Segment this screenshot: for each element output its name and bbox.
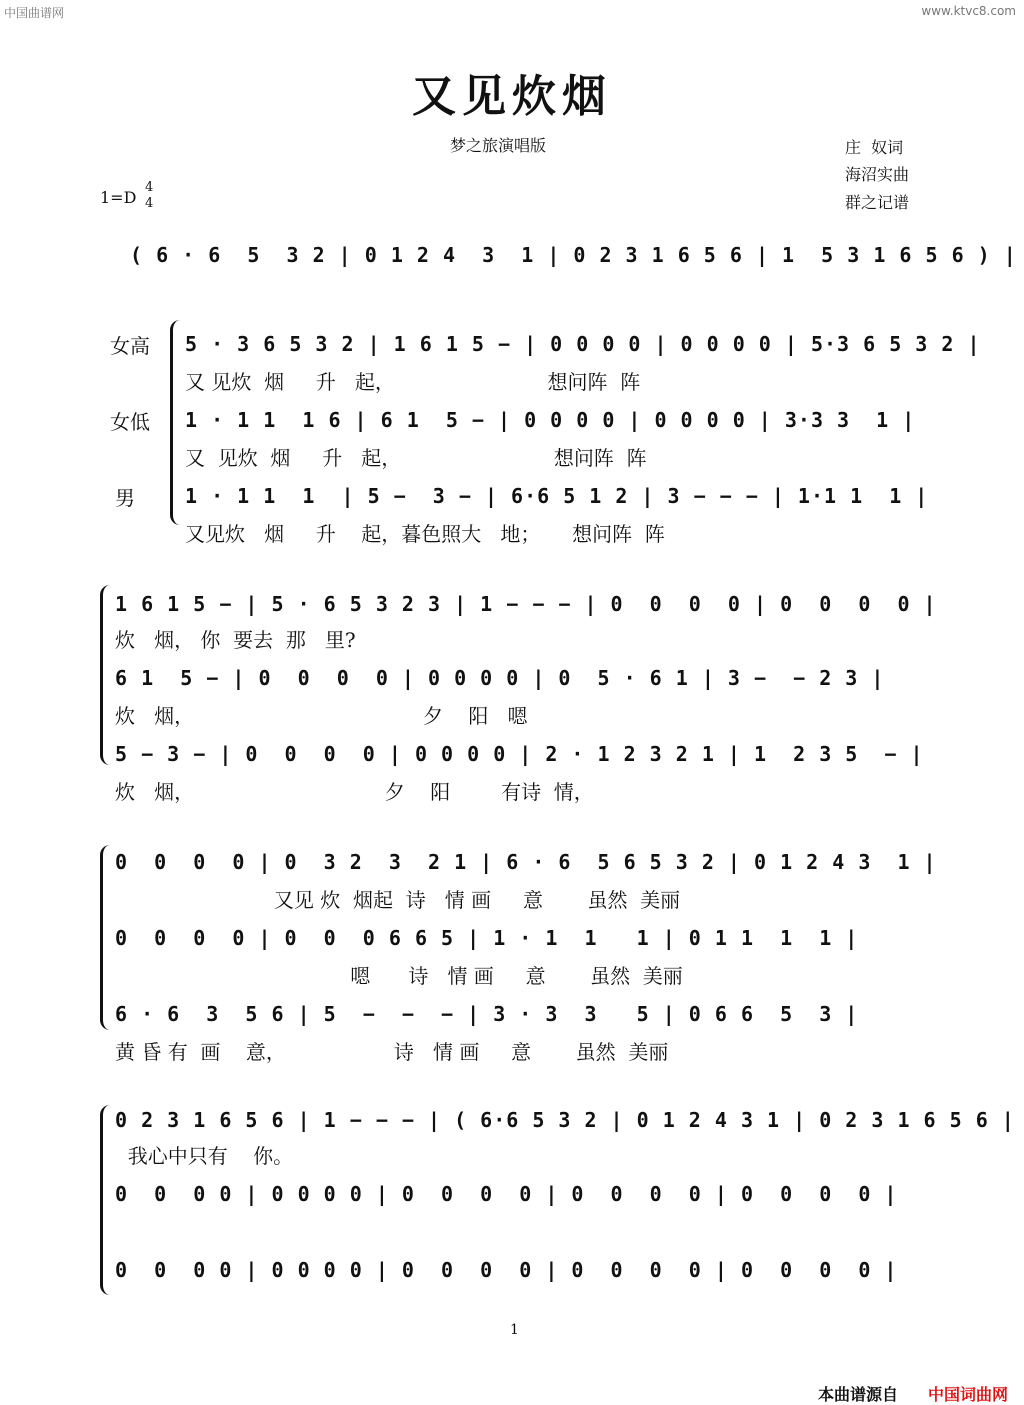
lyric-row: 又见炊 烟 升 起，暮色照大 地； 想问阵 阵 [185,522,665,546]
lyricist-credit: 庄 奴词 [845,138,904,157]
version-subtitle: 梦之旅演唱版 [450,136,547,155]
notation-row: 1 · 1 1 1 | 5 − 3 − | 6·6 5 1 2 | 3 − − − | 1·1 1 1 | [185,484,929,508]
time-signature-bottom: 4 [145,196,154,211]
intro-line: ( 6 · 6 5 3 2 | 0 1 2 4 3 1 | 0 2 3 1 6 5 6 | 1 5 3 1 6 5 6 ) | [130,243,1017,267]
site-watermark-right: www.ktvc8.com [921,4,1016,18]
part-label-soprano: 女高 [110,334,150,358]
lyric-row: 炊 烟， 夕 阳 嗯 [115,704,528,728]
system-brace [100,1105,113,1295]
part-label-male: 男 [115,486,135,510]
notation-row: 5 − 3 − | 0 0 0 0 | 0 0 0 0 | 2 · 1 2 3 2 1 | 1 2 3 5 − | [115,742,924,766]
site-watermark-left: 中国曲谱网 [4,6,65,20]
notation-row: 1 6 1 5 − | 5 · 6 5 3 2 3 | 1 − − − | 0 0 0 0 | 0 0 0 0 | [115,592,937,616]
notation-row: 1 · 1 1 1 6 | 6 1 5 − | 0 0 0 0 | 0 0 0 0 | 3·3 3 1 | [185,408,916,432]
lyric-row: 炊 烟， 夕 阳 有诗 情， [115,780,594,804]
source-site: 中国词曲网 [928,1385,1009,1404]
notation-row: 5 · 3 6 5 3 2 | 1 6 1 5 − | 0 0 0 0 | 0 0 0 0 | 5·3 6 5 3 2 | [185,332,981,356]
lyric-row: 又见 炊 烟起 诗 情 画 意 虽然 美丽 [115,888,681,912]
transcriber-credit: 群之记谱 [845,193,910,212]
lyric-row: 炊 烟， 你 要去 那 里? [115,628,356,652]
lyric-row: 又 见炊 烟 升 起， 想问阵 阵 [185,446,647,470]
notation-row: 0 0 0 0 | 0 3 2 3 2 1 | 6 · 6 5 6 5 3 2 | 0 1 2 4 3 1 | [115,850,937,874]
notation-row: 0 2 3 1 6 5 6 | 1 − − − | ( 6·6 5 3 2 | 0 1 2 4 3 1 | 0 2 3 1 6 5 6 | [115,1108,1015,1132]
system-brace [100,585,113,765]
lyric-row: 又 见炊 烟 升 起， 想问阵 阵 [185,370,641,394]
system-brace [170,320,183,525]
notation-row: 0 0 0 0 | 0 0 0 0 | 0 0 0 0 | 0 0 0 0 | 0 0 0 0 | [115,1258,898,1282]
source-label: 本曲谱源自 [818,1385,899,1404]
lyric-row: 黄 昏 有 画 意， 诗 情 画 意 虽然 美丽 [115,1040,669,1064]
composer-credit: 海沼实曲 [845,165,910,184]
song-title: 又见炊烟 [412,71,612,122]
lyric-row: 我心中只有 你。 [115,1144,294,1168]
system-brace [100,845,113,1030]
notation-row: 0 0 0 0 | 0 0 0 0 | 0 0 0 0 | 0 0 0 0 | 0 0 0 0 | [115,1182,898,1206]
notation-row: 6 1 5 − | 0 0 0 0 | 0 0 0 0 | 0 5 · 6 1 | 3 − − 2 3 | [115,666,885,690]
time-signature-top: 4 [145,180,154,195]
key-signature: 1=D [100,188,137,207]
part-label-alto: 女低 [110,410,150,434]
page-number: 1 [510,1322,519,1338]
notation-row: 0 0 0 0 | 0 0 0 6 6 5 | 1 · 1 1 1 | 0 1 1 1 1 | [115,926,859,950]
notation-row: 6 · 6 3 5 6 | 5 − − − | 3 · 3 3 5 | 0 6 6 5 3 | [115,1002,859,1026]
lyric-row: 嗯 诗 情 画 意 虽然 美丽 [115,964,683,988]
